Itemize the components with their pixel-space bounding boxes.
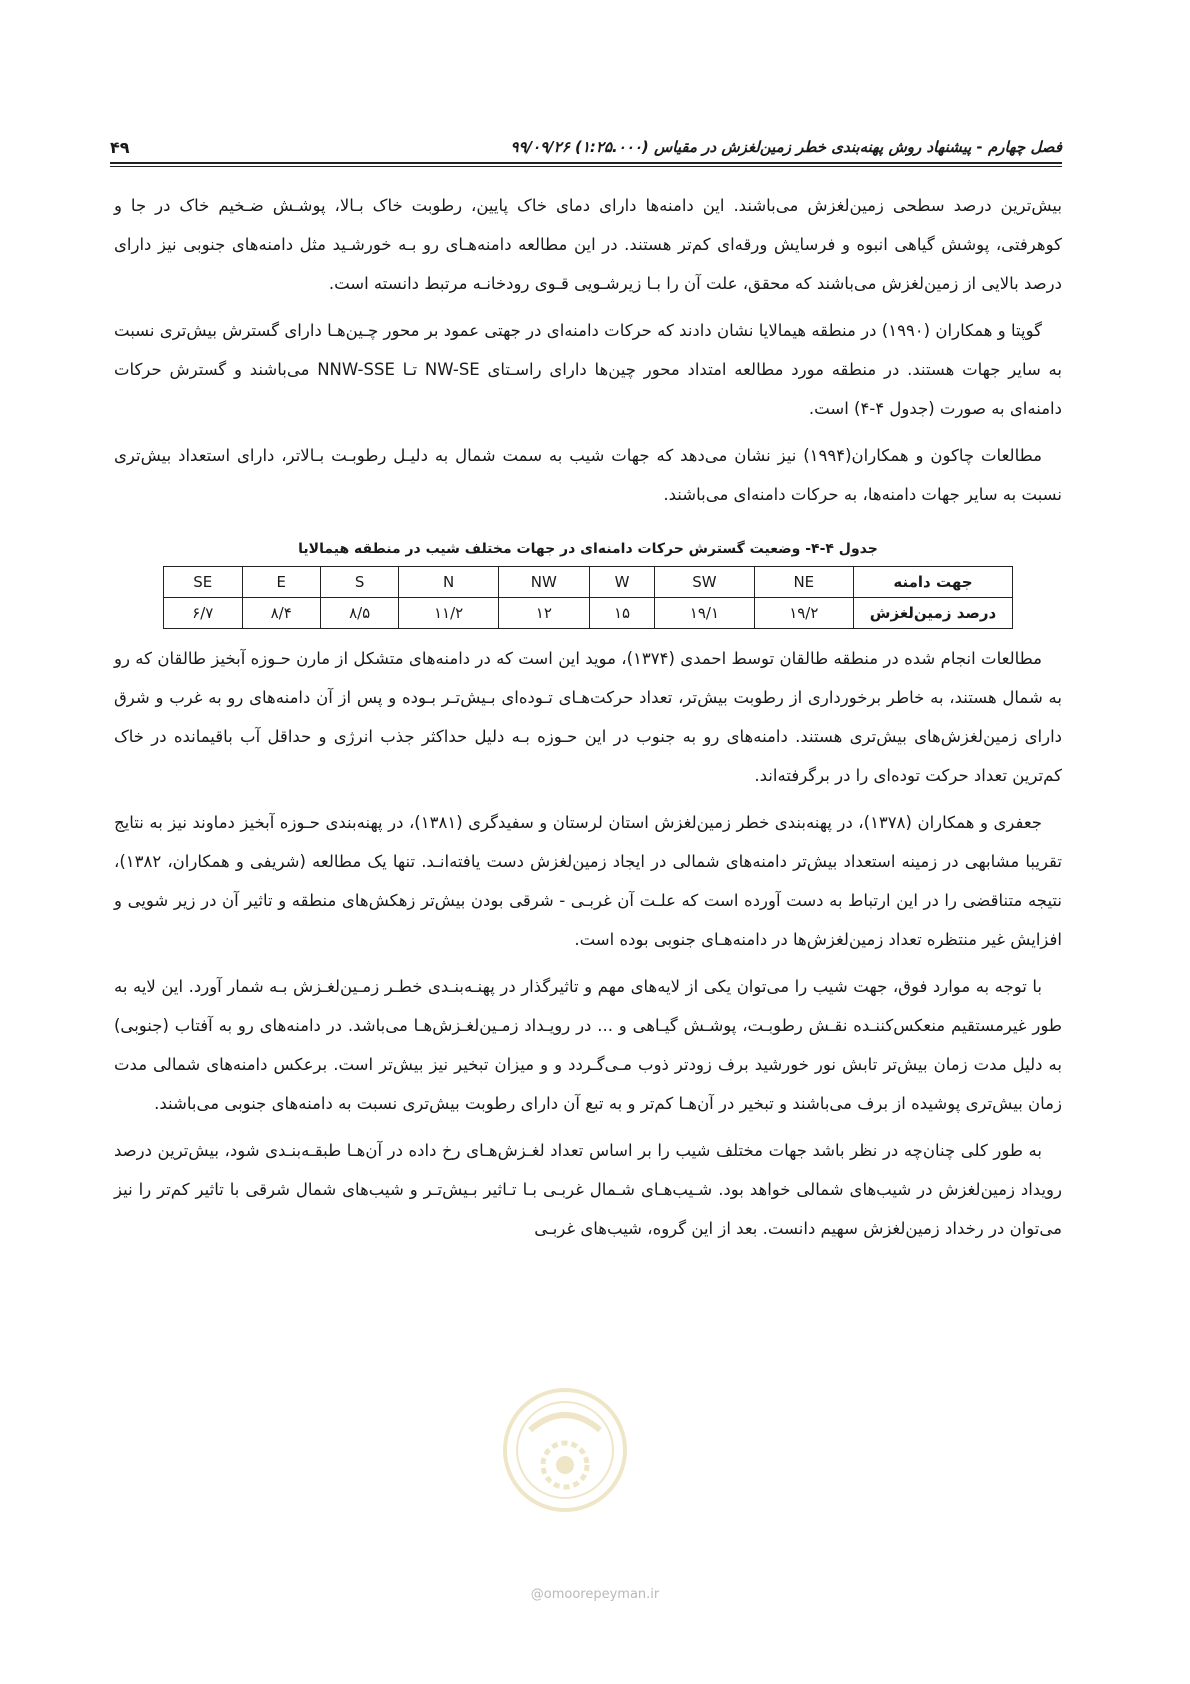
paragraph: مطالعات انجام شده در منطقه طالقان توسط احمدی (۱۳۷۴)، موید این است که در دامنه‌های متشکل از مارن حـوزه آبخیز طالقان که رو به شمال هستند، به خاطر برخورداری از رطوبت بیش‌تر، تعداد حرکت‌هـای تـوده‌ای بـیش‌تـر بـوده و پس از آن دامنه‌های رو به غرب و شرق دارای زمین‌لغزش‌های بیش‌تری هستند. دامنه‌های رو به جنوب در این حـوزه بـه دلیل حداکثر جذب انرژی و حداقل آب باقیمانده در خاک کم‌ترین تعداد حرکت توده‌ای را در برگرفته‌اند. <box>114 649 1062 785</box>
watermark-logo-icon <box>500 1385 630 1515</box>
table-cell: ۱۹/۲ <box>754 598 853 629</box>
slope-direction-table <box>163 566 1013 629</box>
paragraph: با توجه به موارد فوق، جهت شیب را می‌توان یکی از لایه‌های مهم و تاثیرگذار در پهنـه‌بنـدی خطـر زمـین‌لغـزش بـه شمار آورد. این لایه به طور غیرمستقیم منعکس‌کننـده نقـش رطوبـت، پوشـش گیـاهی و ... در رویـداد زمـین‌لغـزش‌هـا می‌باشد. در دامنه‌های رو به آفتاب (جنوبی) به دلیل مدت زمان بیش‌تر تابش نور خورشید برف زودتر ذوب مـی‌گـردد و و میزان تبخیر نیز بیش‌تر است. برعکس دامنه‌های شمالی مدت زمان بیش‌تری پوشیده از برف می‌باشند و تبخیر در آن‌هـا کم‌تر و به تبع آن دارای رطوبت بیش‌تری نسبت به دامنه‌های جنوبی می‌باشند. <box>114 977 1062 1113</box>
row-header: جهت دامنه <box>854 567 1013 598</box>
header-divider <box>110 162 1062 167</box>
table-cell: ۱۵ <box>589 598 654 629</box>
page-number: ۴۹ <box>110 137 130 157</box>
paragraph: بیش‌ترین درصد سطحی زمین‌لغزش می‌باشند. این دامنه‌ها دارای دمای خاک پایین، رطوبت خاک بـالا، پوشـش ضـخیم خاک در جا و کوهرفتی، پوشش گیاهی انبوه و فرسایش ورقه‌ای کم‌تر هستند. در این مطالعه دامنه‌هـای رو بـه خورشـید مثل دامنه‌های جنوبی نیز دارای درصد بالایی از زمین‌لغزش می‌باشند که محقق، علت آن را بـا زیرشـویی قـوی رودخانـه مرتبط دانسته است. <box>114 196 1062 293</box>
table-cell: NE <box>754 567 853 598</box>
table-cell: SE <box>164 567 243 598</box>
table-cell: ۱۹/۱ <box>655 598 754 629</box>
paragraph: گوپتا و همکاران (۱۹۹۰) در منطقه هیمالایا نشان دادند که حرکات دامنه‌ای در جهتی عمود بر محور چـین‌هـا دارای گسترش بیش‌تری نسبت به سایر جهات هستند. در منطقه مورد مطالعه امتداد محور چین‌ها دارای راسـتای NW-SE تـا NNW-SSE می‌باشند و گسترش حرکات دامنه‌ای به صورت (جدول ۴-۴) است. <box>114 321 1062 418</box>
paragraph: مطالعات چاکون و همکاران(۱۹۹۴) نیز نشان می‌دهد که جهات شیب به سمت شمال به دلیـل رطوبـت بـالاتر، دارای استعداد بیش‌تری نسبت به سایر جهات دامنه‌ها، به حرکات دامنه‌ای می‌باشند. <box>114 446 1062 504</box>
chapter-title: فصل چهارم - پیشنهاد روش پهنه‌بندی خطر زمین‌لغزش در مقیاس (۱:۲۵.۰۰۰) ۹۹/۰۹/۲۶ <box>510 138 1062 156</box>
table-cell: ۸/۴ <box>242 598 320 629</box>
table-cell: ۱۲ <box>498 598 589 629</box>
table-cell: E <box>242 567 320 598</box>
paragraph: جعفری و همکاران (۱۳۷۸)، در پهنه‌بندی خطر زمین‌لغزش استان لرستان و سفیدگری (۱۳۸۱)، در پهنه‌بندی حـوزه آبخیز دماوند نیز به نتایج تقریبا مشابهی در زمینه استعداد بیش‌تر دامنه‌های شمالی در ایجاد زمین‌لغزش دست یافته‌انـد. تنها یک مطالعه (شریفی و همکاران، ۱۳۸۲)، نتیجه متناقضی را در این ارتباط به دست آورده است که علـت آن غربـی - شرقی بودن بیش‌تر زهکش‌های منطقه و تاثیر آن در زیر شویی و افزایش غیر منتظره تعداد زمین‌لغزش‌ها در دامنه‌هـای جنوبی بوده است. <box>114 813 1062 949</box>
table-caption: جدول ۴-۴- وضعیت گسترش حرکات دامنه‌ای در جهات مختلف شیب در منطقه هیمالایا <box>298 541 878 557</box>
table-cell: S <box>320 567 398 598</box>
table-cell: ۱۱/۲ <box>399 598 498 629</box>
table-cell: N <box>399 567 498 598</box>
row-header: درصد زمین‌لغزش <box>854 598 1013 629</box>
table-cell: ۶/۷ <box>164 598 243 629</box>
table-row <box>164 567 1013 598</box>
paragraph: به طور کلی چنان‌چه در نظر باشد جهات مختلف شیب را بر اساس تعداد لغـزش‌هـای رخ داده در آن‌هـا طبقـه‌بنـدی شود، بیش‌ترین درصد رویداد زمین‌لغزش در شیب‌های شمالی خواهد بود. شـیب‌هـای شـمال غربـی بـا تـاثیر بـیش‌تـر و شیب‌های شمال شرقی با تاثیر کم‌تر را نیز می‌توان در رخداد زمین‌لغزش سهیم دانست. بعد از این گروه، شیب‌های غربـی <box>114 1141 1062 1238</box>
table-cell: W <box>589 567 654 598</box>
table-cell: NW <box>498 567 589 598</box>
document-body <box>114 186 1062 1256</box>
table-cell: ۸/۵ <box>320 598 398 629</box>
table-cell: SW <box>655 567 754 598</box>
table-row <box>164 598 1013 629</box>
watermark-url: @omoorepeyman.ir <box>530 1587 660 1602</box>
page-header <box>110 130 1062 164</box>
